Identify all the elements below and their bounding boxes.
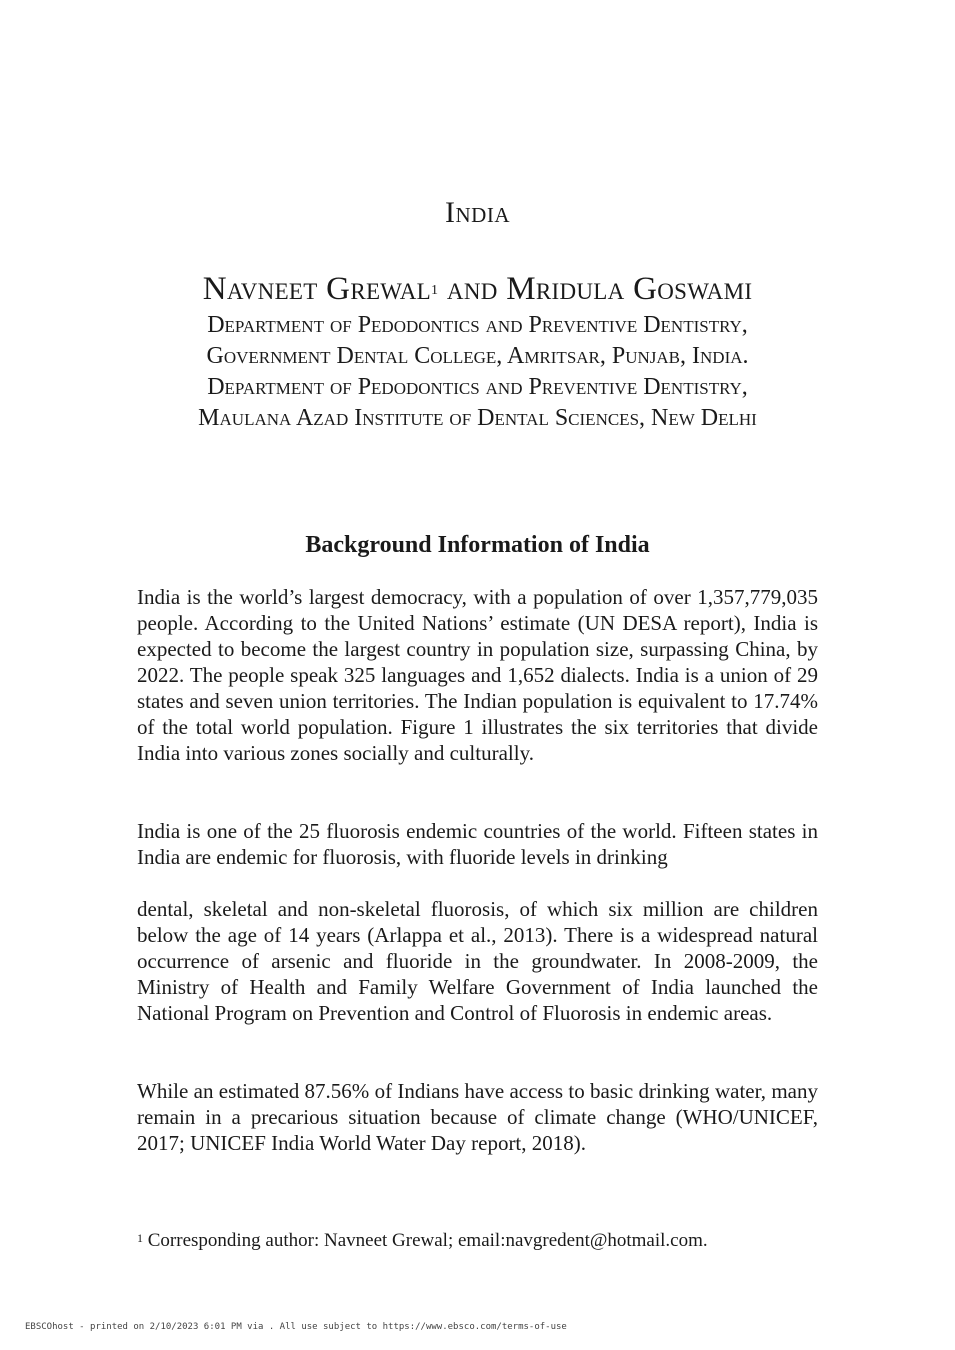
author-line xyxy=(0,269,955,309)
body-paragraph: India is one of the 25 fluorosis endemic countries of the world. Fifteen states in India are endemic for fluorosis, with fluoride levels in drinking xyxy=(137,819,818,869)
print-notice: EBSCOhost - printed on 2/10/2023 6:01 PM via . All use subject to https://www.ebsco.com/terms-of-use xyxy=(25,1322,567,1332)
author-footnote-marker: 1 xyxy=(431,283,439,298)
body-paragraph: India is the world’s largest democracy, with a population of over 1,357,779,035 people. According to the United Nations’ estimate (UN DESA report), India is expected to become the largest country in population size, surpassing China, by 2022. The people speak 325 languages and 1,652 dialects. India is a union of 29 states and seven union territories. The Indian population is equivalent to 17.74% of the total world population. Figure 1 illustrates the six territories that divide India into various zones socially and culturally. xyxy=(137,585,818,765)
affiliation-line: Maulana Azad Institute of Dental Sciences, New Delhi xyxy=(198,405,757,431)
affiliation-line: Government Dental College, Amritsar, Punjab, India. xyxy=(206,343,749,369)
footnote xyxy=(137,1230,818,1252)
body-paragraph: dental, skeletal and non-skeletal fluorosis, of which six million are children below the age of 14 years (Arlappa et al., 2013). There is a widespread natural occurrence of arsenic and fluoride in the groundwater. In 2008-2009, the Ministry of Health and Family Welfare Government of India launched the National Program on Prevention and Control of Fluorosis in endemic areas. xyxy=(137,897,818,1025)
section-heading: Background Information of India xyxy=(305,532,650,558)
chapter-title: India xyxy=(445,196,510,229)
affiliation-line: Department of Pedodontics and Preventive Dentistry, xyxy=(207,374,748,400)
author-name-1: Navneet Grewal xyxy=(202,271,432,307)
affiliation-line: Department of Pedodontics and Preventive Dentistry, xyxy=(207,312,748,338)
author-connector: and xyxy=(446,271,498,307)
body-paragraph: While an estimated 87.56% of Indians have access to basic drinking water, many remain in a precarious situation because of climate change (WHO/UNICEF, 2017; UNICEF India World Water Day report, 2018). xyxy=(137,1079,818,1155)
author-name-2: Mridula Goswami xyxy=(506,271,753,307)
footnote-text: Corresponding author: Navneet Grewal; email:navgredent@hotmail.com. xyxy=(143,1230,708,1251)
footnote-marker: 1 xyxy=(137,1231,143,1245)
